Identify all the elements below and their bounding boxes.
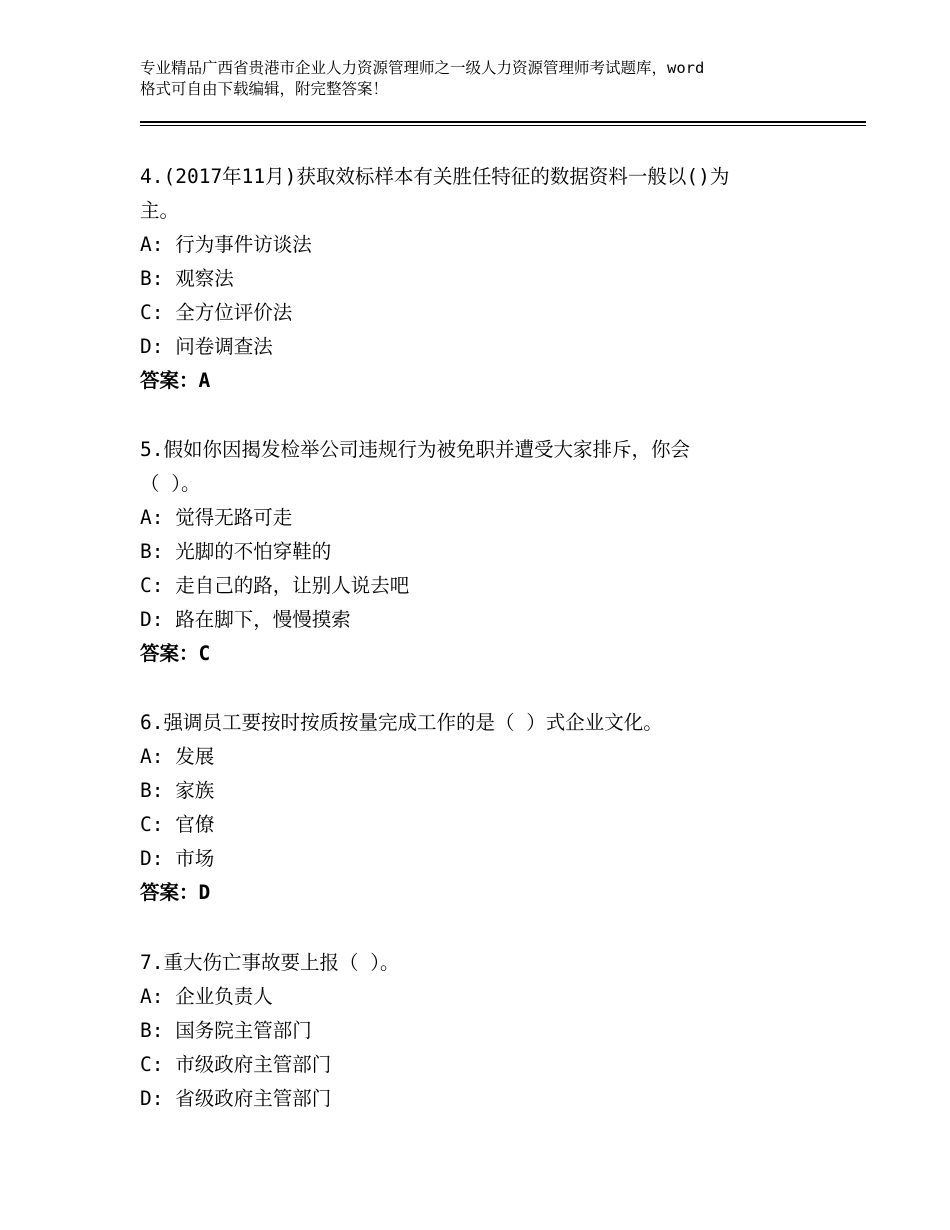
question-6 bbox=[140, 706, 800, 910]
answer: 答案：A bbox=[140, 369, 211, 392]
question-stem: 4.(2017年11月)获取效标样本有关胜任特征的数据资料一般以()为 bbox=[140, 165, 730, 188]
option-d: D: 省级政府主管部门 bbox=[140, 1087, 332, 1110]
option-c: C: 市级政府主管部门 bbox=[140, 1053, 332, 1076]
question-stem: 6.强调员工要按时按质按量完成工作的是（ ）式企业文化。 bbox=[140, 711, 663, 734]
question-5 bbox=[140, 433, 800, 671]
option-d: D: 问卷调查法 bbox=[140, 335, 273, 358]
option-b: B: 光脚的不怕穿鞋的 bbox=[140, 540, 332, 563]
option-a: A: 企业负责人 bbox=[140, 985, 273, 1008]
option-b: B: 观察法 bbox=[140, 267, 234, 290]
question-stem-continued: 主。 bbox=[140, 199, 180, 222]
option-c: C: 走自己的路，让别人说去吧 bbox=[140, 574, 410, 597]
question-4 bbox=[140, 160, 800, 398]
document-header bbox=[140, 58, 840, 100]
option-b: B: 家族 bbox=[140, 779, 215, 802]
header-line-2: 格式可自由下载编辑，附完整答案！ bbox=[140, 80, 389, 98]
option-c: C: 官僚 bbox=[140, 813, 215, 836]
option-d: D: 路在脚下，慢慢摸索 bbox=[140, 608, 351, 631]
question-7 bbox=[140, 946, 800, 1116]
option-a: A: 觉得无路可走 bbox=[140, 506, 293, 529]
header-divider-thin bbox=[140, 125, 866, 126]
header-line-1: 专业精品广西省贵港市企业人力资源管理师之一级人力资源管理师考试题库，word bbox=[140, 59, 705, 77]
option-b: B: 国务院主管部门 bbox=[140, 1019, 312, 1042]
question-stem: 7.重大伤亡事故要上报（ ）。 bbox=[140, 951, 400, 974]
answer: 答案：D bbox=[140, 881, 211, 904]
option-a: A: 行为事件访谈法 bbox=[140, 233, 312, 256]
option-d: D: 市场 bbox=[140, 847, 215, 870]
option-c: C: 全方位评价法 bbox=[140, 301, 293, 324]
question-stem: 5.假如你因揭发检举公司违规行为被免职并遭受大家排斥，你会 bbox=[140, 438, 690, 461]
header-divider-thick bbox=[140, 121, 866, 123]
question-stem-continued: （ ）。 bbox=[140, 472, 201, 495]
option-a: A: 发展 bbox=[140, 745, 215, 768]
answer: 答案：C bbox=[140, 642, 211, 665]
